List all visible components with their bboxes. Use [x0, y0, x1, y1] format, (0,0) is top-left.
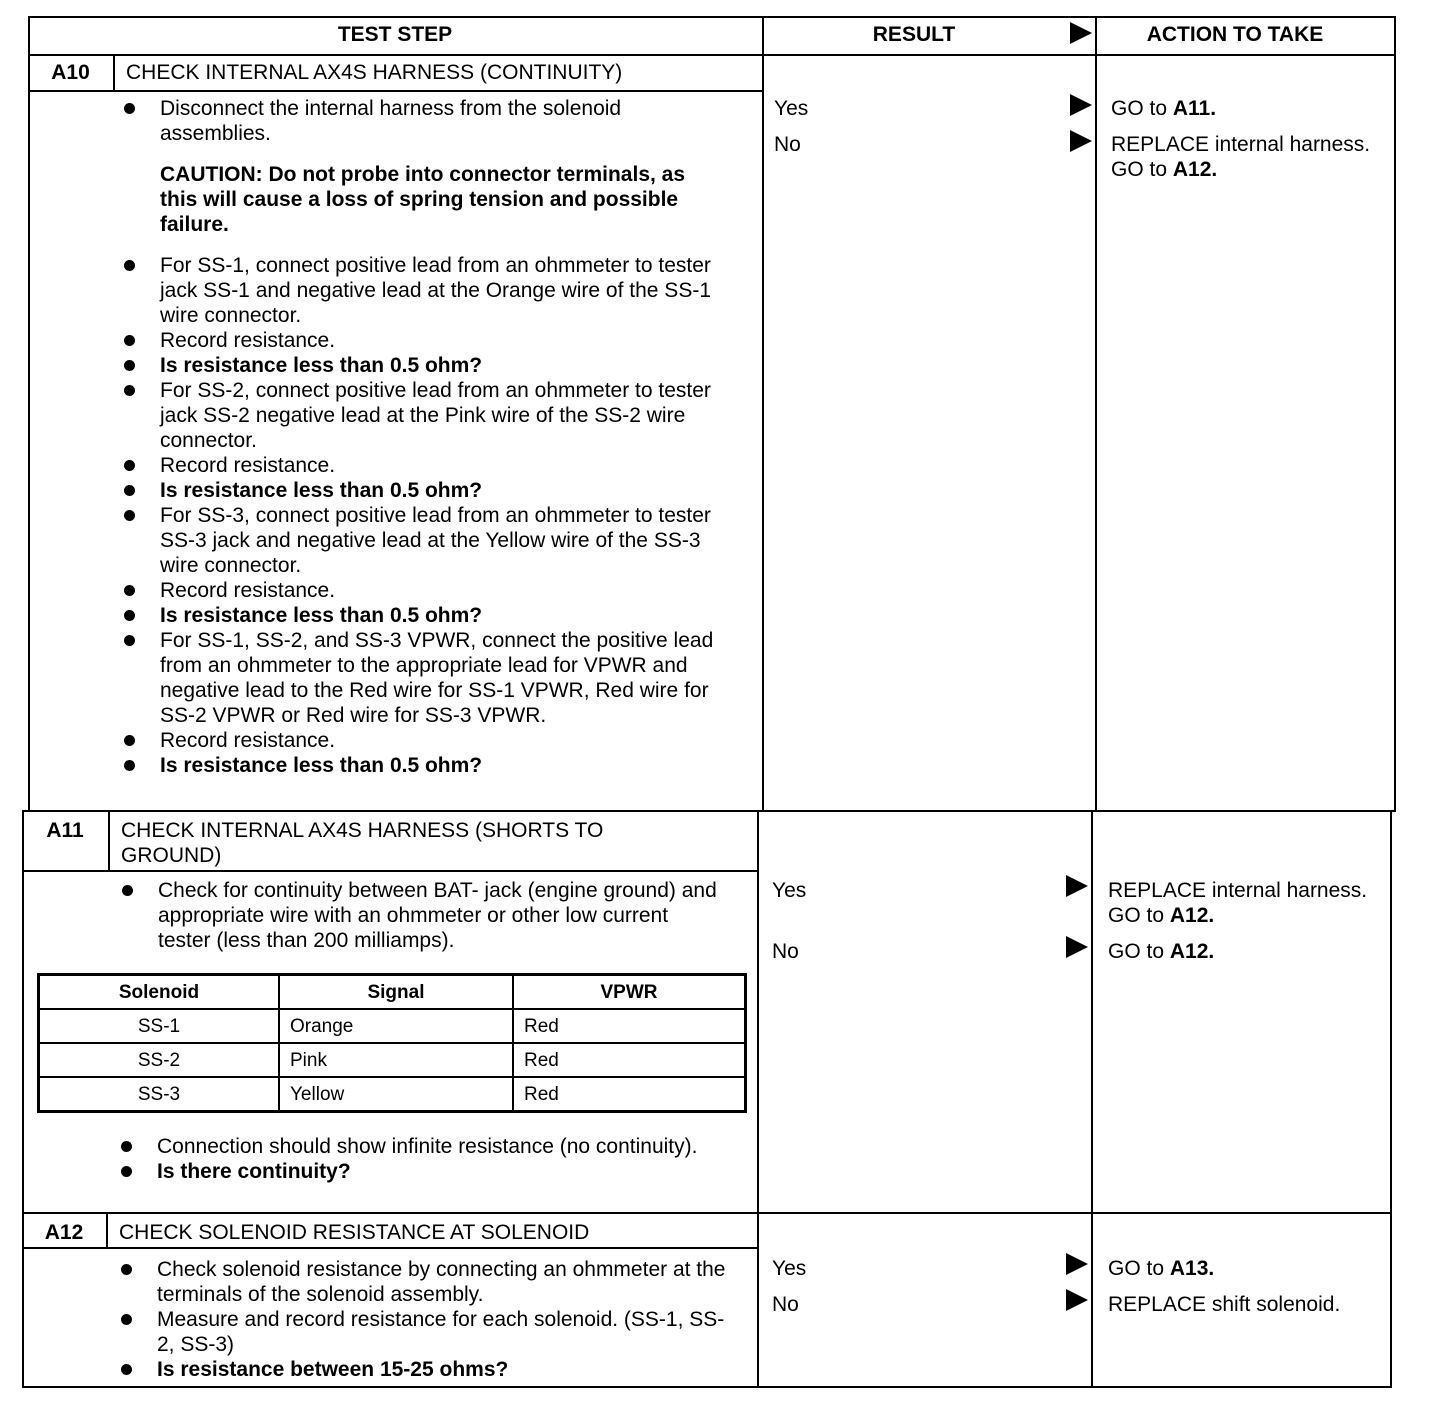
a12-yes-arrow-icon [1066, 1253, 1088, 1275]
a11-yes-arrow-icon [1066, 875, 1088, 897]
a10-result-yes: Yes [774, 97, 809, 120]
list-item: Connection should show infinite resistance (no continuity). [121, 1134, 721, 1159]
list-item: Record resistance. [124, 328, 724, 353]
list-item: For SS-1, connect positive lead from an ohmmeter to tester jack SS-1 and negative lead at the Orange wire of the SS-1 wire connector. [124, 253, 724, 328]
a11-result-yes: Yes [772, 879, 807, 902]
table-cell: Pink [279, 1043, 513, 1077]
a12-result-yes: Yes [772, 1257, 807, 1280]
a11-result-no: No [772, 940, 799, 963]
a11-action-yes: REPLACE internal harness. GO to A12. [1108, 879, 1368, 927]
table-cell: Red [513, 1077, 746, 1112]
list-item: Is resistance less than 0.5 ohm? [124, 353, 724, 378]
table-header: Signal [279, 975, 513, 1010]
list-item: For SS-2, connect positive lead from an ohmmeter to tester jack SS-2 negative lead at the Pink wire of the SS-2 wire connector. [124, 378, 724, 453]
list-item: Disconnect the internal harness from the solenoid assemblies. [124, 96, 724, 146]
list-item: Is resistance less than 0.5 ohm? [124, 753, 724, 778]
list-item: For SS-3, connect positive lead from an ohmmeter to tester SS-3 jack and negative lead at the Yellow wire of the SS-3 wire connector. [124, 503, 724, 578]
table-cell: SS-2 [39, 1043, 280, 1077]
border-right-upper [1394, 16, 1396, 812]
header-arrow-icon [1070, 22, 1092, 44]
a10-yes-arrow-icon [1070, 94, 1092, 116]
list-item: Is there continuity? [121, 1159, 721, 1184]
step-id-a11: A11 [46, 819, 84, 842]
a12-action-yes: GO to A13. [1108, 1257, 1215, 1280]
list-item: Check solenoid resistance by connecting an ohmmeter at the terminals of the solenoid assembly. [121, 1257, 741, 1307]
table-row [39, 1009, 746, 1043]
step-title-a12: CHECK SOLENOID RESISTANCE AT SOLENOID [119, 1221, 590, 1244]
table-cell: SS-1 [39, 1009, 280, 1043]
a10-title-underline [28, 90, 762, 92]
list-item: Check for continuity between BAT- jack (engine ground) and appropriate wire with an ohmmeter or other low current tester (less than 200 milliamps). [122, 878, 722, 953]
a10-action-no: REPLACE internal harness. GO to A12. [1111, 133, 1371, 181]
a11-id-divider [108, 810, 110, 872]
a10-result-no: No [774, 133, 801, 156]
table-row [39, 1043, 746, 1077]
step-title-a11: CHECK INTERNAL AX4S HARNESS (SHORTS TO GROUND) [121, 819, 604, 867]
caution-note: CAUTION: Do not probe into connector terminals, as this will cause a loss of spring tension and possible failure. [160, 163, 686, 236]
a12-instructions [121, 1257, 741, 1382]
a10-id-divider [113, 54, 115, 92]
col-divider-2-lower [1091, 810, 1093, 1388]
a10-no-arrow-icon [1070, 130, 1092, 152]
table-cell: Red [513, 1043, 746, 1077]
a11-no-arrow-icon [1066, 936, 1088, 958]
header-separator [28, 54, 1396, 56]
a11-instructions-bottom [121, 1134, 721, 1184]
table-header: VPWR [513, 975, 746, 1010]
border-left-upper [28, 16, 30, 812]
list-item: Is resistance less than 0.5 ohm? [124, 603, 724, 628]
table-cell: Red [513, 1009, 746, 1043]
step-separator-a12 [22, 1212, 1392, 1214]
table-cell: Orange [279, 1009, 513, 1043]
a11-title-underline [22, 870, 758, 872]
step-title-a10: CHECK INTERNAL AX4S HARNESS (CONTINUITY) [126, 61, 623, 84]
table-header: Solenoid [39, 975, 280, 1010]
header-result: RESULT [872, 23, 956, 46]
a12-title-underline [22, 1247, 758, 1249]
step-id-a12: A12 [44, 1221, 84, 1244]
list-item: Is resistance between 15-25 ohms? [121, 1357, 741, 1382]
a10-instructions [124, 96, 724, 778]
a12-id-divider [106, 1212, 108, 1249]
border-top [28, 16, 1396, 18]
table-row [39, 1077, 746, 1112]
a11-instructions-top [122, 878, 722, 953]
header-test-step: TEST STEP [337, 23, 453, 46]
a10-action-yes: GO to A11. [1111, 97, 1217, 120]
header-action: ACTION TO TAKE [1146, 23, 1324, 46]
solenoid-wire-table [37, 973, 747, 1113]
col-divider-2-upper [1095, 16, 1097, 812]
list-item: For SS-1, SS-2, and SS-3 VPWR, connect the positive lead from an ohmmeter to the appropriate lead for VPWR and negative lead to the Red wire for SS-1 VPWR, Red wire for SS-2 VPWR or Red wire for SS-3 VPWR. [124, 628, 724, 728]
list-item: Is resistance less than 0.5 ohm? [124, 478, 724, 503]
a12-no-arrow-icon [1066, 1289, 1088, 1311]
a11-action-no: GO to A12. [1108, 940, 1215, 963]
table-header-row [39, 975, 746, 1010]
table-cell: Yellow [279, 1077, 513, 1112]
col-divider-1-lower [757, 810, 759, 1388]
border-left-lower [22, 810, 24, 1388]
step-id-a10: A10 [51, 61, 90, 84]
border-bottom [22, 1386, 1392, 1388]
list-item: Record resistance. [124, 578, 724, 603]
col-divider-1-upper [762, 16, 764, 812]
a12-action-no: REPLACE shift solenoid. [1108, 1293, 1341, 1316]
list-item: Measure and record resistance for each solenoid. (SS-1, SS-2, SS-3) [121, 1307, 741, 1357]
a12-result-no: No [772, 1293, 799, 1316]
list-item: Record resistance. [124, 453, 724, 478]
table-cell: SS-3 [39, 1077, 280, 1112]
list-item: Record resistance. [124, 728, 724, 753]
border-right-lower [1390, 810, 1392, 1388]
step-separator-a11 [22, 810, 1396, 812]
